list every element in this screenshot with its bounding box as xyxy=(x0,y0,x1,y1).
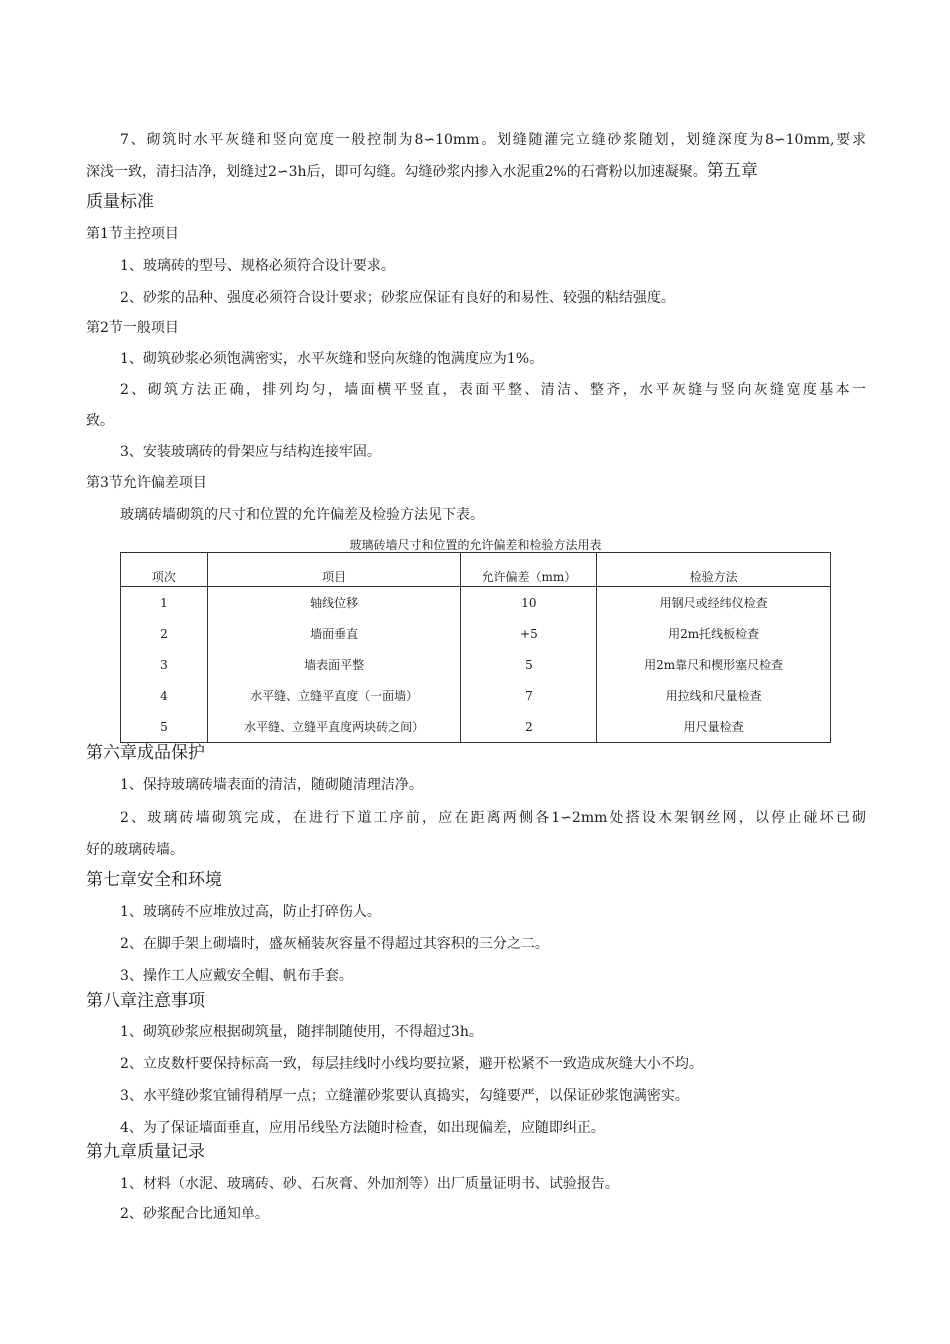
table-row xyxy=(121,618,831,649)
chapter-heading: 质量标准 xyxy=(86,192,154,212)
list-item: 3、水平缝砂浆宜铺得稍厚一点；立缝灌砂浆要认真捣实，勾缝要严，以保证砂浆饱满密实。 xyxy=(120,1088,689,1104)
chapter-heading: 第九章质量记录 xyxy=(86,1142,205,1162)
list-item: 2、玻璃砖墙砌筑完成，在进行下道工序前，应在距离两侧各1∽2mm处搭设木架钢丝网，以停止碰坏已砌 xyxy=(120,810,866,826)
table-cell: 用钢尺或经纬仪检查 xyxy=(597,587,831,619)
section-heading: 第2节一般项目 xyxy=(86,320,179,336)
list-item-continuation: 致。 xyxy=(86,413,114,429)
list-item: 2、砂浆的品种、强度必须符合设计要求；砂浆应保证有良好的和易性、较强的粘结强度。 xyxy=(120,290,675,306)
list-item: 3、操作工人应戴安全帽、帆布手套。 xyxy=(120,968,353,984)
table-cell: 3 xyxy=(121,649,208,680)
table-cell: 墙面垂直 xyxy=(207,618,461,649)
table-header-cell: 允许偏差（mm） xyxy=(461,553,597,587)
paragraph-text: 深浅一致，清扫洁净，划缝过2∽3h后，即可勾缝。勾缝砂浆内掺入水泥重2%的石膏粉以加速凝聚。 xyxy=(86,164,707,180)
table-row xyxy=(121,649,831,680)
table-cell: 7 xyxy=(461,680,597,711)
list-item-continuation: 好的玻璃砖墙。 xyxy=(86,842,184,858)
list-item: 4、为了保证墙面垂直，应用吊线坠方法随时检查，如出现偏差，应随即纠正。 xyxy=(120,1120,605,1136)
table-cell: 水平缝、立缝平直度两块砖之间） xyxy=(207,711,461,743)
list-item: 1、玻璃砖不应堆放过高，防止打碎伤人。 xyxy=(120,904,381,920)
table-row xyxy=(121,680,831,711)
table-cell: 5 xyxy=(461,649,597,680)
list-item: 1、保持玻璃砖墙表面的清洁，随砌随清理洁净。 xyxy=(120,777,423,793)
list-item: 2、立皮数杆要保持标高一致，每层挂线时小线均要拉紧，避开松紧不一致造成灰缝大小不均。 xyxy=(120,1056,703,1072)
section-heading: 第3节允许偏差项目 xyxy=(86,475,207,491)
list-item: 3、安装玻璃砖的骨架应与结构连接牢固。 xyxy=(120,444,381,460)
table-cell: 用尺量检查 xyxy=(597,711,831,743)
table-cell: 用2m托线板检查 xyxy=(597,618,831,649)
table-cell: 轴线位移 xyxy=(207,587,461,619)
table-row xyxy=(121,711,831,743)
table-cell: 用2m靠尺和楔形塞尺检查 xyxy=(597,649,831,680)
table-caption: 玻璃砖墙尺寸和位置的允许偏差和检验方法用表 xyxy=(349,538,602,552)
list-item: 1、砌筑砂浆必须饱满密实，水平灰缝和竖向灰缝的饱满度应为1%。 xyxy=(120,351,544,367)
paragraph-line: 玻璃砖墙砌筑的尺寸和位置的允许偏差及检验方法见下表。 xyxy=(120,507,484,523)
deviation-table xyxy=(120,552,831,743)
table-cell: 1 xyxy=(121,587,208,619)
paragraph-line: 7、砌筑时水平灰缝和竖向宽度一般控制为8∽10mm。划缝随灌完立缝砂浆随划，划缝深度为8∽10mm,要求 xyxy=(120,132,866,148)
table-cell: 2 xyxy=(461,711,597,743)
table-cell: 10 xyxy=(461,587,597,619)
table-cell: 4 xyxy=(121,680,208,711)
table-row xyxy=(121,587,831,619)
chapter-heading: 第六章成品保护 xyxy=(86,743,205,763)
paragraph-line xyxy=(86,161,866,182)
table-header-cell: 项目 xyxy=(207,553,461,587)
table-cell: 5 xyxy=(121,711,208,743)
list-item: 2、砂浆配合比通知单。 xyxy=(120,1206,269,1222)
list-item: 2、砌筑方法正确，排列均匀，墙面横平竖直，表面平整、清洁、整齐，水平灰缝与竖向灰缝宽度基本一 xyxy=(120,382,866,398)
table-header-cell: 检验方法 xyxy=(597,553,831,587)
chapter-heading-inline: 第五章 xyxy=(706,161,758,181)
chapter-heading: 第七章安全和环境 xyxy=(86,870,222,890)
chapter-heading: 第八章注意事项 xyxy=(86,991,205,1011)
table-cell: 墙表面平整 xyxy=(207,649,461,680)
table-cell: 水平缝、立缝平直度（一面墙） xyxy=(207,680,461,711)
table-header-row xyxy=(121,553,831,587)
table-cell: 2 xyxy=(121,618,208,649)
list-item: 2、在脚手架上砌墙时，盛灰桶装灰容量不得超过其容积的三分之二。 xyxy=(120,936,549,952)
section-heading: 第1节主控项目 xyxy=(86,226,179,242)
list-item: 1、砌筑砂浆应根据砌筑量，随拌制随使用，不得超过3h。 xyxy=(120,1024,483,1040)
table-cell: 用拉线和尺量检查 xyxy=(597,680,831,711)
list-item: 1、玻璃砖的型号、规格必须符合设计要求。 xyxy=(120,258,395,274)
list-item: 1、材料（水泥、玻璃砖、砂、石灰膏、外加剂等）出厂质量证明书、试验报告。 xyxy=(120,1176,619,1192)
table-header-cell: 项次 xyxy=(121,553,208,587)
table-cell: +5 xyxy=(461,618,597,649)
